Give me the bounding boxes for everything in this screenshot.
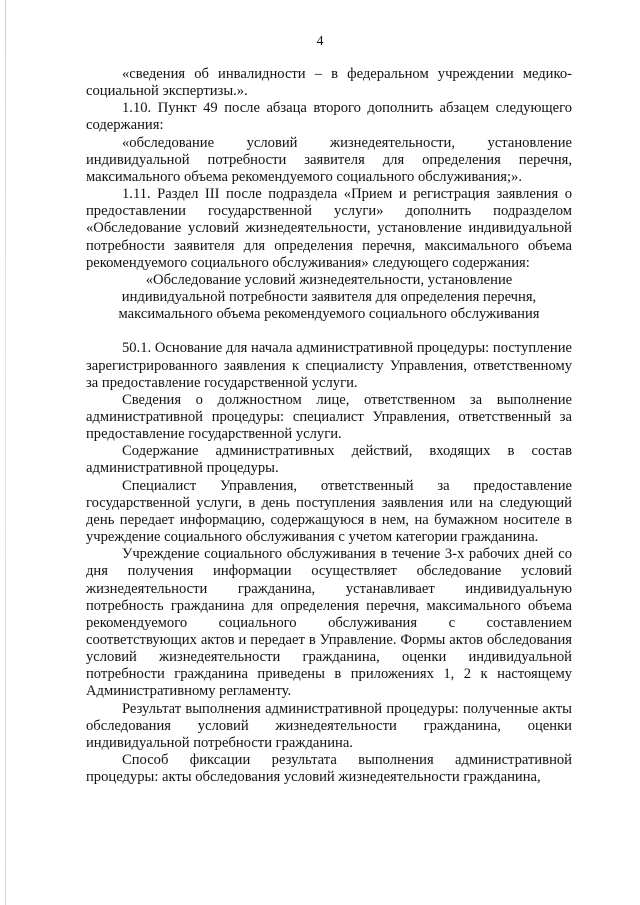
page-number: 4 [316, 34, 324, 49]
paragraph: 1.10. Пункт 49 после абзаца второго дополнить абзацем следующего содержания: [86, 100, 572, 134]
spacer [86, 323, 572, 340]
paragraph: «обследование условий жизнедеятельности, установление индивидуальной потребности заявителя для определения перечня, максимального объема рекомендуемого социального обслуживания;». [86, 134, 572, 185]
paragraph: Учреждение социального обслуживания в течение 3-х рабочих дней со дня получения информации осуществляет обследование условий жизнедеятельности гражданина, устанавливает индивидуальную потребность гражданина для определения перечня, максимального объема рекомендуемого социального обслуживания с составлением соответствующих актов и передает в Управление. Формы актов обследования условий жизнедеятельности гражданина, оценки индивидуальной потребности гражданина приведены в приложениях 1, 2 к настоящему Административному регламенту. [86, 546, 572, 700]
paragraph: «сведения об инвалидности – в федеральном учреждении медико-социальной экспертизы.». [86, 66, 572, 100]
paragraph: Специалист Управления, ответственный за предоставление государственной услуги, в день поступления заявления или на следующий день передает информацию, содержащуюся в нем, на бумажном носителе в учреждение социального обслуживания с учетом категории гражданина. [86, 477, 572, 546]
heading-line: индивидуальной потребности заявителя для определения перечня, [121, 289, 537, 306]
section-heading [86, 272, 572, 323]
paragraph: Сведения о должностном лице, ответственном за выполнение административной процедуры: специалист Управления, ответственный за предоставление государственной услуги. [86, 391, 572, 443]
scan-edge [5, 0, 6, 905]
paragraph: Способ фиксации результата выполнения административной процедуры: акты обследования условий жизнедеятельности гражданина, [86, 752, 572, 786]
paragraph: 50.1. Основание для начала административной процедуры: поступление зарегистрированного заявления к специалисту Управления, ответственному за предоставление государственной услуги. [86, 340, 572, 391]
document-body [86, 66, 572, 786]
paragraph: Результат выполнения административной процедуры: полученные акты обследования условий жизнедеятельности гражданина, оценки индивидуальной потребности гражданина. [86, 700, 572, 751]
paragraph: 1.11. Раздел III после подраздела «Прием и регистрация заявления о предоставлении государственной услуги» дополнить подразделом «Обследование условий жизнедеятельности, установление индивидуальной потребности заявителя для определения перечня, максимального объема рекомендуемого социального обслуживания» следующего содержания: [86, 186, 572, 271]
heading-line: максимального объема рекомендуемого социального обслуживания [118, 306, 540, 323]
heading-line: «Обследование условий жизнедеятельности, установление [145, 271, 513, 288]
paragraph: Содержание административных действий, входящих в состав административной процедуры. [86, 443, 572, 477]
